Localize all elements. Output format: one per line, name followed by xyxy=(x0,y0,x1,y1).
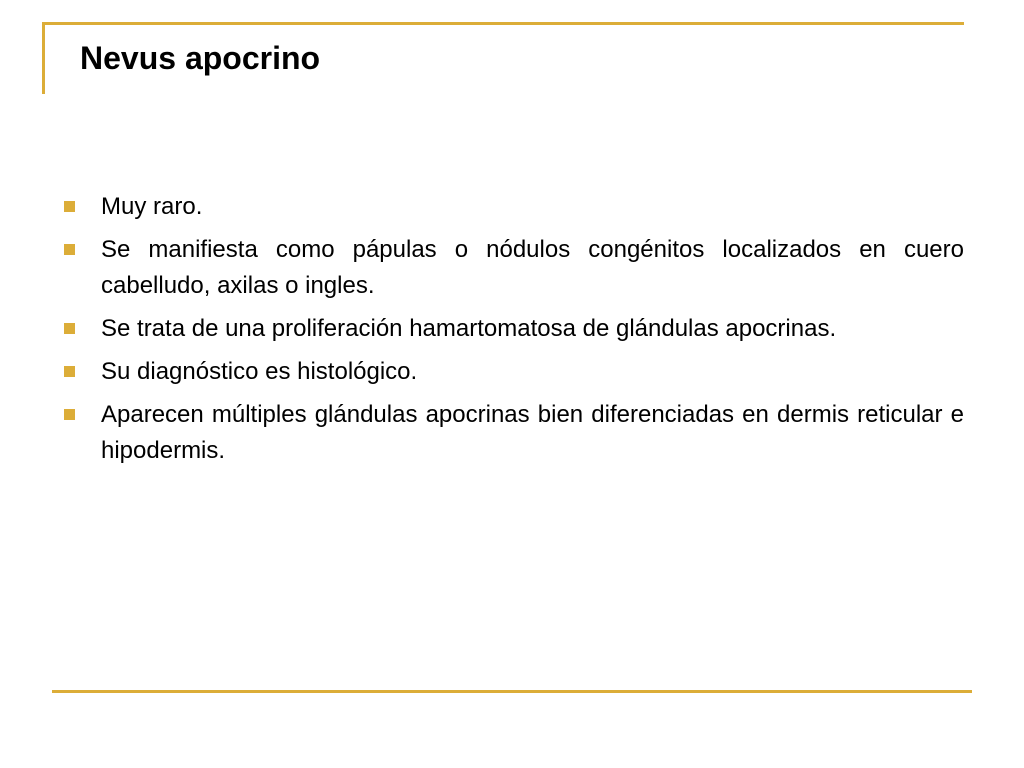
bullet-item xyxy=(60,354,964,390)
bullet-text: Muy raro. xyxy=(101,193,203,220)
bullet-text: Se manifiesta como pápulas o nódulos congénitos localizados en cuero cabelludo, axilas o ingles. xyxy=(101,236,964,299)
square-bullet-icon xyxy=(64,323,75,334)
square-bullet-icon xyxy=(64,409,75,420)
bullet-text: Se trata de una proliferación hamartomatosa de glándulas apocrinas. xyxy=(101,315,837,342)
left-rule xyxy=(42,22,45,94)
bullet-list xyxy=(60,189,964,476)
bullet-item xyxy=(60,311,964,347)
top-rule xyxy=(42,22,964,25)
bottom-rule xyxy=(52,690,972,693)
bullet-item xyxy=(60,232,964,304)
bullet-item xyxy=(60,189,964,225)
bullet-text: Su diagnóstico es histológico. xyxy=(101,358,418,385)
bullet-item xyxy=(60,397,964,469)
slide-title: Nevus apocrino xyxy=(80,40,321,76)
square-bullet-icon xyxy=(64,244,75,255)
square-bullet-icon xyxy=(64,366,75,377)
square-bullet-icon xyxy=(64,201,75,212)
bullet-text: Aparecen múltiples glándulas apocrinas bien diferenciadas en dermis reticular e hipodermis. xyxy=(101,401,964,464)
